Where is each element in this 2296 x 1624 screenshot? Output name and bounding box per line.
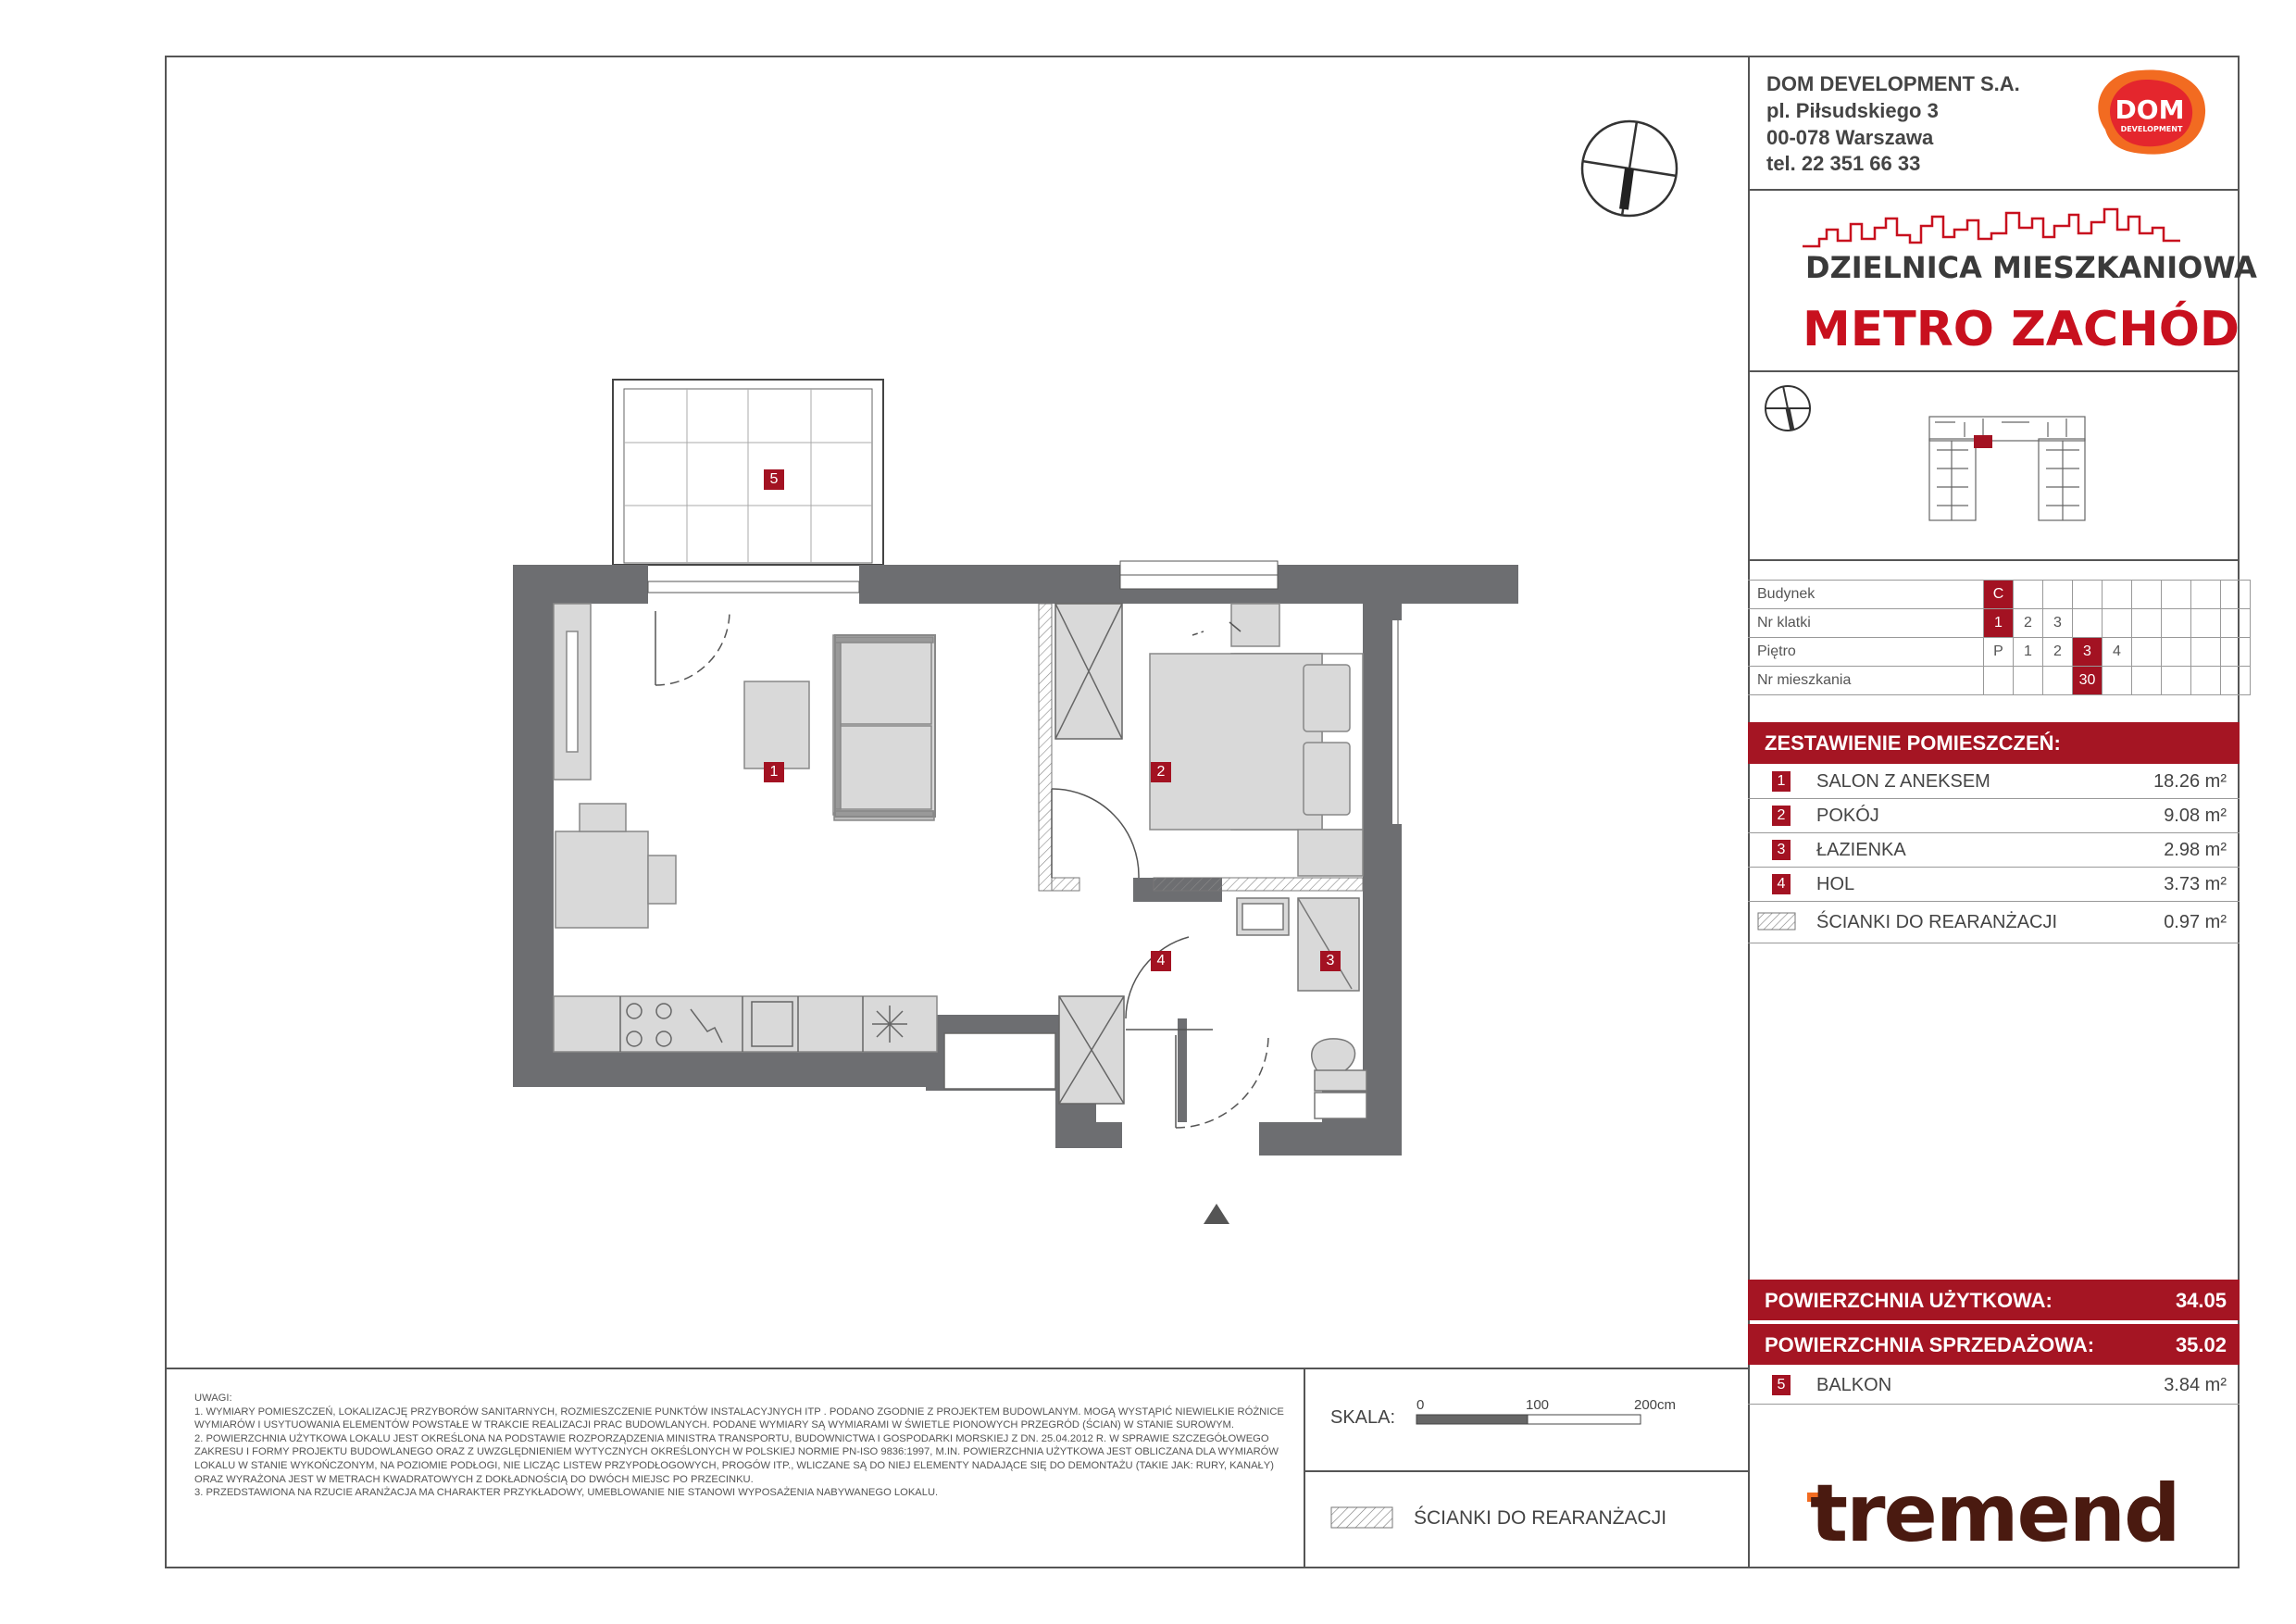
grid-row — [1748, 609, 2251, 638]
grid-cell: 1 — [1984, 609, 2014, 638]
grid-cell — [2221, 638, 2251, 667]
room-number: 1 — [1772, 771, 1791, 792]
grid-cell — [2162, 581, 2191, 609]
bathroom-fixtures — [1237, 898, 1366, 1118]
room-row — [1748, 765, 2240, 799]
plan-tag-living: 1 — [764, 762, 784, 782]
logo-text: DOM — [2115, 94, 2185, 125]
logo-subtext: DEVELOPMENT — [2120, 125, 2183, 133]
key-plan — [1928, 413, 2087, 524]
company-city: 00-078 Warszawa — [1766, 126, 1934, 149]
grid-cell — [2191, 667, 2221, 695]
grid-cell — [2162, 667, 2191, 695]
bed — [1150, 604, 1363, 876]
grid-cell — [2191, 581, 2221, 609]
grid-cell — [1984, 667, 2014, 695]
shaft — [1055, 604, 1124, 1104]
room-number: 3 — [1772, 840, 1791, 860]
notes — [194, 1392, 1287, 1500]
floor-plan — [500, 370, 1518, 1241]
grid-row — [1748, 667, 2251, 695]
room-name: SALON Z ANEKSEM — [1816, 771, 1990, 792]
grid-row-label: Nr mieszkania — [1748, 667, 1984, 695]
grid-cell — [2073, 581, 2103, 609]
grid-row-label: Piętro — [1748, 638, 1984, 667]
sales-area-bar — [1748, 1324, 2240, 1365]
grid-row — [1748, 638, 2251, 667]
grid-cell — [2132, 581, 2162, 609]
room-name: HOL — [1816, 874, 1855, 894]
grid-cell — [2132, 638, 2162, 667]
grid-cell — [2132, 609, 2162, 638]
grid-cell — [2103, 581, 2132, 609]
grid-cell: 2 — [2043, 638, 2073, 667]
sales-area-value: 35.02 — [2175, 1333, 2227, 1356]
grid-cell — [2043, 581, 2073, 609]
partitions-name: ŚCIANKI DO REARANŻACJI — [1816, 912, 2058, 932]
rooms-header: ZESTAWIENIE POMIESZCZEŃ: — [1765, 731, 2061, 755]
entrance-marker-icon — [1202, 1202, 1231, 1226]
room-number: 5 — [1772, 1375, 1791, 1395]
plan-tag-balcony: 5 — [764, 469, 784, 490]
scale-label: SKALA: — [1330, 1407, 1396, 1428]
room-name: POKÓJ — [1816, 806, 1879, 826]
plan-tag-hall: 4 — [1151, 951, 1171, 971]
divider — [1304, 1470, 1750, 1472]
grid-row-label: Nr klatki — [1748, 609, 1984, 638]
compass-icon — [1578, 117, 1681, 220]
scale-tick-200: 200cm — [1634, 1397, 1677, 1413]
usable-area-value: 34.05 — [2175, 1289, 2227, 1312]
grid-cell — [2162, 609, 2191, 638]
room-area: 3.73 m² — [2164, 874, 2227, 894]
grid-cell — [2162, 638, 2191, 667]
grid-cell — [2073, 609, 2103, 638]
room-name: BALKON — [1816, 1375, 1892, 1395]
plan-tag-bedroom: 2 — [1151, 762, 1171, 782]
company-name: DOM DEVELOPMENT S.A. — [1766, 72, 2020, 95]
grid-cell: 1 — [2014, 638, 2043, 667]
usable-area-bar — [1748, 1280, 2240, 1320]
skyline-icon — [1801, 202, 2182, 250]
grid-cell — [2221, 667, 2251, 695]
grid-cell — [2191, 638, 2221, 667]
grid-cell: P — [1984, 638, 2014, 667]
grid-cell: 2 — [2014, 609, 2043, 638]
divider — [1748, 189, 2240, 191]
company-phone: tel. 22 351 66 33 — [1766, 152, 1921, 175]
note-item: 1. WYMIARY POMIESZCZEŃ, LOKALIZACJĘ PRZYBORÓW SANITARNYCH, ROZMIESZCZENIE PUNKTÓW INSTALACYJNYCH ITP . PODANO ZGODNIE Z PROJEKTEM BUDOWLANYM. MOGĄ WYSTĄPIĆ NIEWIELKIE RÓŻNICE WYMIARÓW I USYTUOWANIA ELEMENTÓW POWSTAŁE W TRAKCIE REALIZACJI PRAC BUDOWLANYCH. PODANE WYMIARY SĄ WYMIARAMI W ŚWIETLE PIONOWYCH PRZEGRÓD (ŚCIAN) W STANIE SUROWYM. — [194, 1405, 1284, 1431]
room-number: 4 — [1772, 874, 1791, 894]
dom-development-logo — [2085, 65, 2211, 157]
hatch-icon — [1757, 912, 1796, 931]
grid-cell — [2132, 667, 2162, 695]
grid-cell — [2014, 581, 2043, 609]
plan-tag-bathroom: 3 — [1320, 951, 1341, 971]
grid-cell — [2191, 609, 2221, 638]
grid-cell: 3 — [2073, 638, 2103, 667]
project-line2: METRO ZACHÓD — [1803, 302, 2240, 357]
compass-small-icon — [1763, 383, 1813, 433]
room-area: 2.98 m² — [2164, 840, 2227, 860]
scale-tick-100: 100 — [1526, 1397, 1550, 1413]
grid-cell — [2103, 609, 2132, 638]
note-item: 3. PRZEDSTAWIONA NA RZUCIE ARANŻACJA MA CHARAKTER PRZYKŁADOWY, UMEBLOWANIE NIE STANOWI WYPOSAŻENIA NABYWANEGO LOKALU. — [194, 1487, 939, 1499]
sales-area-label: POWIERZCHNIA SPRZEDAŻOWA: — [1765, 1333, 2095, 1356]
balcony — [613, 380, 883, 565]
apartment-marker — [1974, 435, 1992, 448]
room-name: ŁAZIENKA — [1816, 840, 1906, 860]
rooms-header-bar — [1748, 722, 2240, 764]
grid-cell: 3 — [2043, 609, 2073, 638]
room-row — [1748, 833, 2240, 868]
grid-row — [1748, 581, 2251, 609]
furniture — [554, 604, 937, 1052]
grid-cell — [2043, 667, 2073, 695]
grid-row-label: Budynek — [1748, 581, 1984, 609]
footer-logo: tremend — [1810, 1468, 2179, 1560]
room-number: 2 — [1772, 806, 1791, 826]
room-row — [1748, 868, 2240, 902]
scale-tick-0: 0 — [1416, 1397, 1425, 1413]
note-item: 2. POWIERZCHNIA UŻYTKOWA LOKALU JEST OKREŚLONA NA PODSTAWIE ROZPORZĄDZENIA MINISTRA TRANSPORTU, BUDOWNICTWA I GOSPODARKI MORSKIEJ Z DN. 25.04.2012 R. W SPRAWIE SZCZEGÓŁOWEGO ZAKRESU I FORMY PROJEKTU BUDOWLANEGO ORAZ Z UWZGLĘDNIENIEM WYTYCZNYCH OKREŚLONYCH W POLSKIEJ NORMIE PN-ISO 9836:1997, M.IN. POWIERZCHNIA UŻYTKOWA JEST OBLICZANA DLA WYMIARÓW LOKALU W STANIE WYKOŃCZONYM, NA POZIOMIE PODŁOGI, NIE LICZĄC LISTEW PRZYPODŁOGOWYCH, PROGÓW ITP., WLICZANE SĄ DO NIEJ ELEMENTY NADAJĄCE SIĘ DO DEMONTAŻU (TAKIE JAK: RURY, KANAŁY) ORAZ WYRAŻONA JEST W METRACH KWADRATOWYCH Z DOKŁADNOŚCIĄ DO DWÓCH MIEJSC PO PRZECINKU. — [194, 1432, 1279, 1485]
divider — [1748, 559, 2240, 561]
grid-cell — [2221, 609, 2251, 638]
partitions-area: 0.97 m² — [2164, 912, 2227, 932]
divider — [165, 1368, 1750, 1369]
grid-cell — [2103, 667, 2132, 695]
notes-title: UWAGI: — [194, 1393, 232, 1404]
grid-cell — [2221, 581, 2251, 609]
room-area: 18.26 m² — [2153, 771, 2227, 792]
company-street: pl. Piłsudskiego 3 — [1766, 99, 1939, 122]
location-grid — [1748, 580, 2251, 695]
room-area: 3.84 m² — [2164, 1375, 2227, 1395]
partitions-row — [1748, 902, 2240, 943]
balcony-row — [1748, 1368, 2240, 1405]
room-area: 9.08 m² — [2164, 806, 2227, 826]
grid-cell — [2014, 667, 2043, 695]
usable-area-label: POWIERZCHNIA UŻYTKOWA: — [1765, 1289, 2053, 1312]
divider — [1748, 370, 2240, 372]
legend-text: ŚCIANKI DO REARANŻACJI — [1414, 1507, 1667, 1529]
grid-cell: 30 — [2073, 667, 2103, 695]
hatch-legend-icon — [1330, 1506, 1395, 1529]
divider — [1304, 1368, 1305, 1568]
grid-cell: C — [1984, 581, 2014, 609]
room-row — [1748, 799, 2240, 833]
grid-cell: 4 — [2103, 638, 2132, 667]
project-line1: DZIELNICA MIESZKANIOWA — [1805, 250, 2257, 285]
